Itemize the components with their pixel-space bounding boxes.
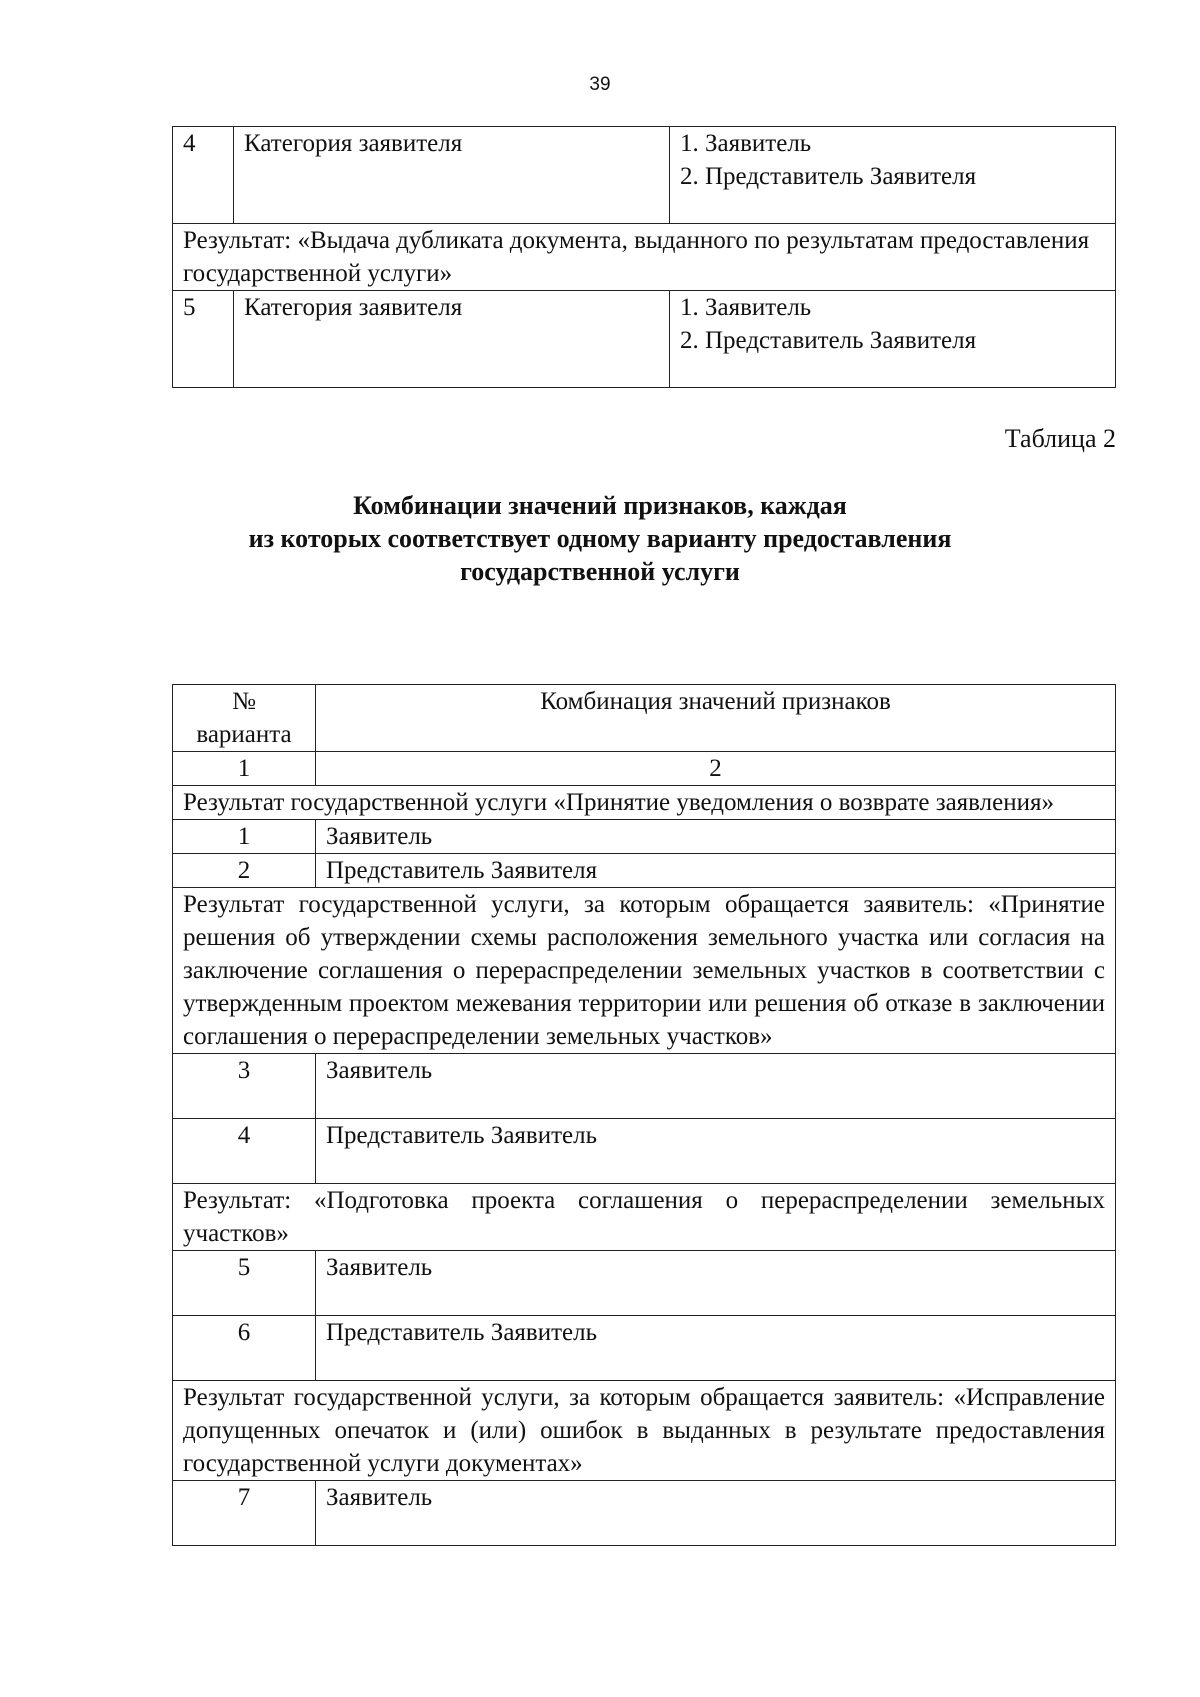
row-number: 5 <box>173 291 234 388</box>
attributes-table-continued <box>172 126 1116 388</box>
table-row <box>173 127 1116 224</box>
page-number: 39 <box>589 74 611 95</box>
section-row <box>173 786 1116 820</box>
variant-number: 5 <box>173 1251 316 1316</box>
variant-number: 7 <box>173 1481 316 1546</box>
variant-value: Представитель Заявитель <box>316 1119 1116 1184</box>
table-row <box>173 1119 1116 1184</box>
attribute-value: 1. Заявитель <box>680 130 812 157</box>
table-row <box>173 1054 1116 1119</box>
section-result-text: Результат государственной услуги «Принятие уведомления о возврате заявления» <box>173 786 1116 820</box>
variant-number: 6 <box>173 1316 316 1381</box>
variant-number: 1 <box>173 820 316 854</box>
table-row <box>173 291 1116 388</box>
section-row <box>173 1381 1116 1481</box>
column-index-row <box>173 752 1116 786</box>
row-number: 4 <box>173 127 234 224</box>
variant-value: Заявитель <box>316 820 1116 854</box>
column-header-variant-number: № варианта <box>173 685 316 752</box>
attribute-value: 2. Представитель Заявителя <box>680 327 977 354</box>
attribute-name: Категория заявителя <box>234 127 670 224</box>
section-result-text: Результат государственной услуги, за которым обращается заявитель: «Исправление допущенных опечаток и (или) ошибок в выданных в результате предоставления государственной услуги документах» <box>173 1381 1116 1481</box>
attribute-value: 2. Представитель Заявителя <box>680 163 977 190</box>
column-index: 2 <box>316 752 1116 786</box>
variant-number: 3 <box>173 1054 316 1119</box>
section-row <box>173 1184 1116 1251</box>
attribute-values <box>670 291 1116 388</box>
section-result-text: Результат: «Подготовка проекта соглашения о перераспределении земельных участков» <box>173 1184 1116 1251</box>
table-caption: Таблица 2 <box>1004 424 1116 453</box>
variant-value: Представитель Заявителя <box>316 854 1116 888</box>
table-title-line: Комбинации значений признаков, каждая <box>353 491 847 520</box>
section-row <box>173 224 1116 291</box>
attribute-values <box>670 127 1116 224</box>
table-title-line: государственной услуги <box>460 557 740 586</box>
variant-number: 2 <box>173 854 316 888</box>
table-row <box>173 854 1116 888</box>
variant-value: Представитель Заявитель <box>316 1316 1116 1381</box>
table-row <box>173 1481 1116 1546</box>
attribute-value: 1. Заявитель <box>680 294 812 321</box>
section-row <box>173 888 1116 1054</box>
variant-combinations-table <box>172 684 1116 1546</box>
variant-value: Заявитель <box>316 1054 1116 1119</box>
column-header-combination: Комбинация значений признаков <box>316 685 1116 752</box>
table-row <box>173 1251 1116 1316</box>
section-result-text: Результат: «Выдача дубликата документа, выданного по результатам предоставления государственной услуги» <box>173 224 1116 291</box>
variant-number: 4 <box>173 1119 316 1184</box>
variant-value: Заявитель <box>316 1481 1116 1546</box>
section-result-text: Результат государственной услуги, за которым обращается заявитель: «Принятие решения об утверждении схемы расположения земельного участка или согласия на заключение соглашения о перераспределении земельных участков в соответствии с утвержденным проектом межевания территории или решения об отказе в заключении соглашения о перераспределении земельных участков» <box>173 888 1116 1054</box>
table-row <box>173 1316 1116 1381</box>
table-row <box>173 820 1116 854</box>
table-header-row <box>173 685 1116 752</box>
attribute-name: Категория заявителя <box>234 291 670 388</box>
variant-value: Заявитель <box>316 1251 1116 1316</box>
column-index: 1 <box>173 752 316 786</box>
table-title-line: из которых соответствует одному варианту предоставления <box>248 524 952 553</box>
table-title <box>0 489 1200 588</box>
